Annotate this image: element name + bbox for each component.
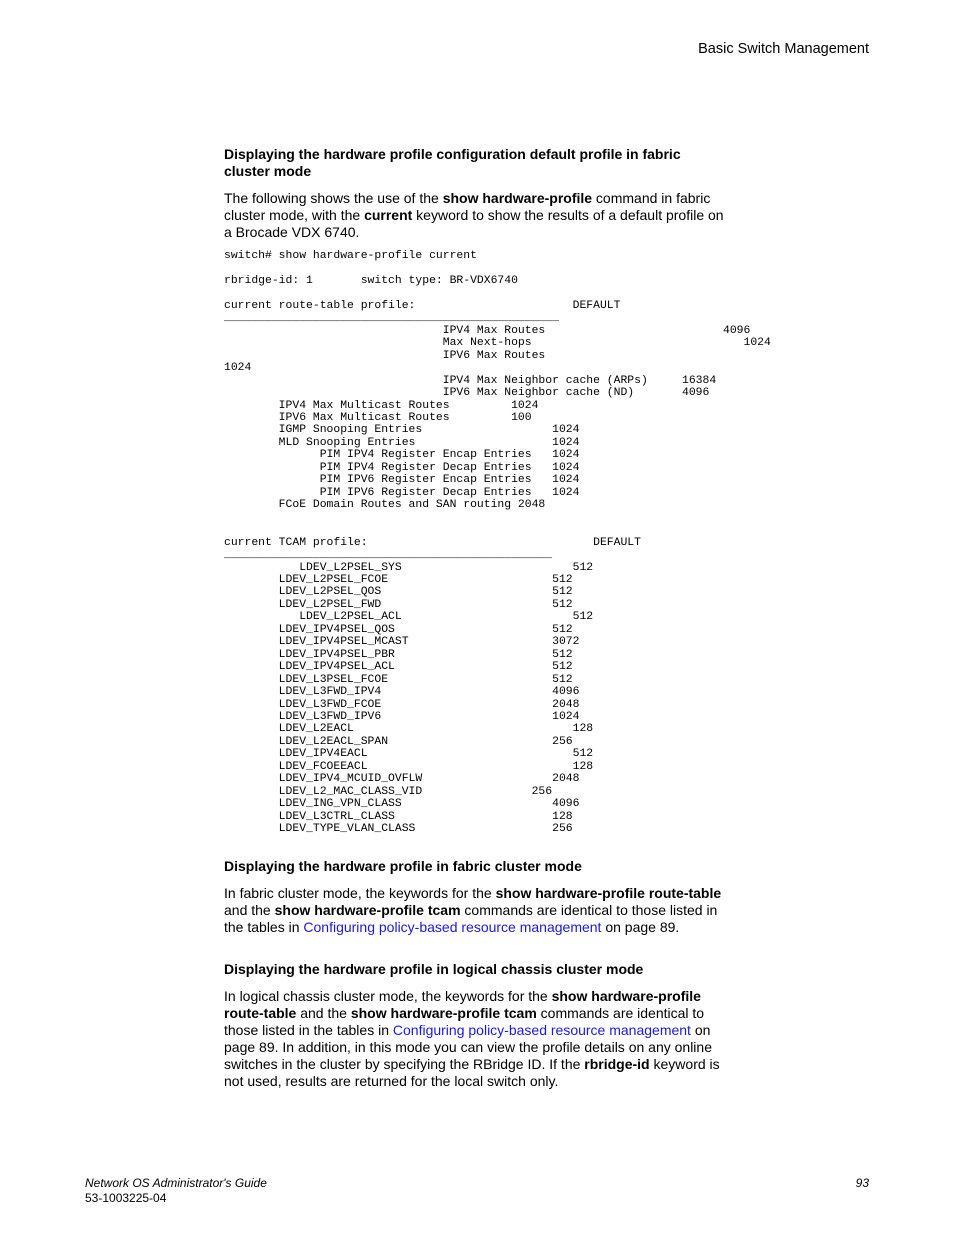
section2-heading: Displaying the hardware profile in fabric cluster mode [224, 858, 582, 875]
main-content [224, 146, 771, 1090]
cli-tcam-output: current TCAM profile: DEFAULT ________________________________________________ LDEV_L2PSEL_SYS 512 LDEV_L2PSEL_FCOE 512 LDEV_L2PSEL_QOS 512 LDEV_L2PSEL_FWD 512 LDEV_L2PSEL_ACL 512 LDEV_IPV4PSEL_QOS 512 LDEV_IPV4PSEL_MCAST 3072 LDEV_IPV4PSEL_PBR 512 LDEV_IPV4PSEL_ACL 512 LDEV_L3PSEL_FCOE 512 LDEV_L3FWD_IPV4 4096 LDEV_L3FWD_FCOE 2048 LDEV_L3FWD_IPV6 1024 LDEV_L2EACL 128 LDEV_L2EACL_SPAN 256 LDEV_IPV4EACL 512 LDEV_FCOEEACL 128 LDEV_IPV4_MCUID_OVFLW 2048 LDEV_L2_MAC_CLASS_VID 256 LDEV_ING_VPN_CLASS 4096 LDEV_L3CTRL_CLASS 128 LDEV_TYPE_VLAN_CLASS 256 [224, 536, 641, 836]
footer-doc-number: 53-1003225-04 [85, 1191, 167, 1205]
cli-command: switch# show hardware-profile current [224, 250, 477, 262]
page-number: 93 [855, 1176, 869, 1190]
cli-rbridge-line: rbridge-id: 1 switch type: BR-VDX6740 [224, 274, 518, 287]
section2-body: In fabric cluster mode, the keywords for the show hardware-profile route-table and the show hardware-profile tcam commands are identical to those listed in the tables in Configuring policy-based resource management on page 89. [224, 885, 722, 936]
footer-doc-title: Network OS Administrator's Guide [85, 1176, 267, 1190]
running-header: Basic Switch Management [698, 41, 869, 57]
footer-doc-info [85, 1176, 267, 1206]
policy-resource-link[interactable]: Configuring policy-based resource management [392, 1022, 691, 1039]
section1-heading: Displaying the hardware profile configuration default profile in fabric cluster mode [224, 146, 681, 179]
section3-body: In logical chassis cluster mode, the keywords for the show hardware-profile route-table and the show hardware-profile tcam commands are identical to those listed in the tables in Configuring policy-based resource management on page 89. In addition, in this mode you can view the profile details on any online switches in the cluster by specifying the RBridge ID. If the rbridge-id keyword is not used, results are returned for the local switch only. [224, 988, 720, 1090]
section3-heading: Displaying the hardware profile in logical chassis cluster mode [224, 961, 644, 978]
policy-resource-link[interactable]: Configuring policy-based resource management [303, 919, 602, 936]
cli-route-table-output: current route-table profile: DEFAULT _________________________________________________ IPV4 Max Routes 4096 Max Next-hops 1024 IPV6 Max Routes 1024 IPV4 Max Neighbor cache (ARPs) 16384 IPV6 Max Neighbor cache (ND) 4096 IPV4 Max Multicast Routes 1024 IPV6 Max Multicast Routes 100 IGMP Snooping Entries 1024 MLD Snooping Entries 1024 PIM IPV4 Register Encap Entries 1024 PIM IPV4 Register Decap Entries 1024 PIM IPV6 Register Encap Entries 1024 PIM IPV6 Register Decap Entries 1024 FCoE Domain Routes and SAN routing 2048 [224, 299, 771, 512]
section1-intro: The following shows the use of the show hardware-profile command in fabric cluster mode, with the current keyword to show the results of a default profile on a Brocade VDX 6740. [224, 190, 724, 240]
